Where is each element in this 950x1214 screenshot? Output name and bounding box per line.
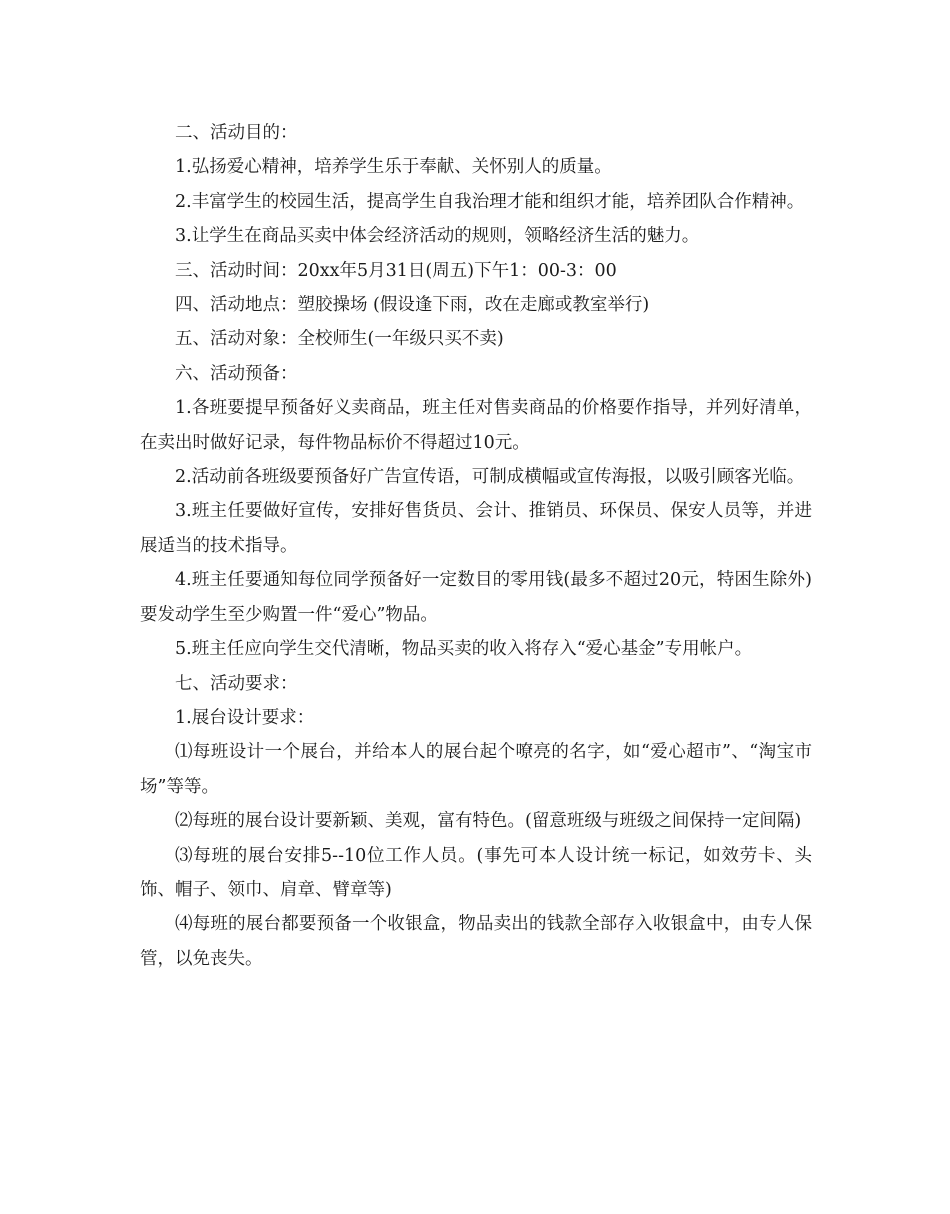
preparation-item-3: 3.班主任要做好宣传，安排好售货员、会计、推销员、环保员、保安人员等，并进展适当的技术指导。 [140, 501, 812, 556]
document-body [140, 116, 812, 976]
requirement-booth-design: 1.展台设计要求： [175, 707, 315, 728]
heading-activity-preparation: 六、活动预备： [175, 363, 298, 384]
heading-activity-purpose: 二、活动目的： [175, 123, 298, 143]
heading-activity-audience: 五、活动对象：全校师生(一年级只买不卖) [175, 329, 504, 350]
heading-activity-time: 三、活动时间：20xx年5月31日(周五)下午1：00-3：00 [175, 260, 617, 281]
booth-design-item-1: ⑴每班设计一个展台，并给本人的展台起个嘹亮的名字，如“爱心超市”、“淘宝市场”等等。 [140, 742, 812, 797]
preparation-item-2: 2.活动前各班级要预备好广告宣传语，可制成横幅或宣传海报，以吸引顾客光临。 [175, 467, 805, 488]
preparation-item-5: 5.班主任应向学生交代清晰，物品买卖的收入将存入“爱心基金”专用帐户。 [175, 639, 753, 660]
booth-design-item-2: ⑵每班的展台设计要新颖、美观，富有特色。(留意班级与班级之间保持一定间隔) [175, 811, 802, 832]
booth-design-item-4: ⑷每班的展台都要预备一个收银盒，物品卖出的钱款全部存入收银盒中，由专人保管，以免丧失。 [140, 914, 812, 969]
heading-activity-location: 四、活动地点：塑胶操场 (假设逢下雨，改在走廊或教室举行) [175, 295, 650, 316]
preparation-item-4: 4.班主任要通知每位同学预备好一定数目的零用钱(最多不超过20元，特困生除外)要发动学生至少购置一件“爱心”物品。 [140, 570, 812, 625]
preparation-item-1: 1.各班要提早预备好义卖商品，班主任对售卖商品的价格要作指导，并列好清单，在卖出时做好记录，每件物品标价不得超过10元。 [140, 398, 812, 453]
heading-activity-requirements: 七、活动要求： [175, 673, 298, 694]
purpose-item-1: 1.弘扬爱心精神，培养学生乐于奉献、关怀别人的质量。 [175, 157, 612, 178]
purpose-item-2: 2.丰富学生的校园生活，提高学生自我治理才能和组织才能，培养团队合作精神。 [175, 191, 805, 212]
purpose-item-3: 3.让学生在商品买卖中体会经济活动的规则，领略经济生活的魅力。 [175, 226, 700, 247]
booth-design-item-3: ⑶每班的展台安排5--10位工作人员。(事先可本人设计统一标记，如效劳卡、头饰、帽子、领巾、肩章、臂章等) [140, 845, 812, 900]
